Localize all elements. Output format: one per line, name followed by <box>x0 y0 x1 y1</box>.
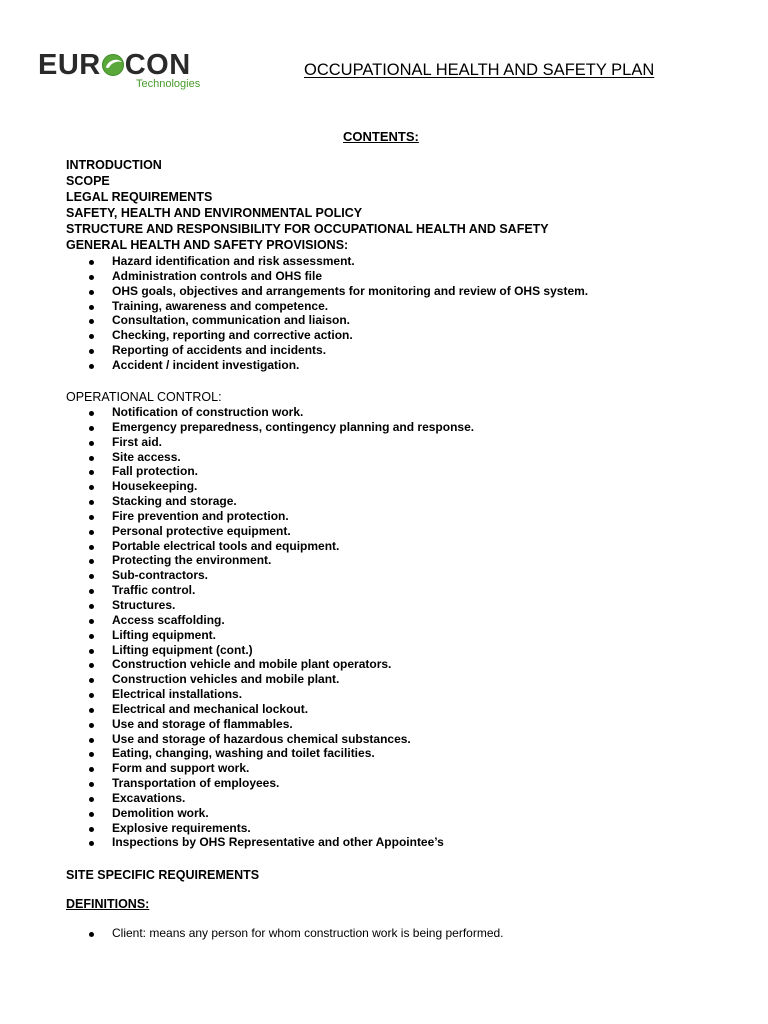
general-provision-item: Checking, reporting and corrective action. <box>66 328 588 343</box>
general-provision-item: Consultation, communication and liaison. <box>66 313 588 328</box>
definitions-list <box>66 926 504 941</box>
company-logo <box>38 50 218 94</box>
operational-control-item: Use and storage of flammables. <box>66 717 474 732</box>
operational-control-item: Lifting equipment (cont.) <box>66 643 474 658</box>
main-items <box>66 157 549 253</box>
logo-text-right: CON <box>124 49 191 81</box>
operational-section <box>66 389 222 405</box>
operational-control-item: Fire prevention and protection. <box>66 509 474 524</box>
general-provision-item: Training, awareness and competence. <box>66 299 588 314</box>
logo-subtitle: Technologies <box>136 78 201 90</box>
site-specific-heading: SITE SPECIFIC REQUIREMENTS <box>66 868 260 882</box>
operational-control-item: Emergency preparedness, contingency planning and response. <box>66 420 474 435</box>
operational-control-item: Notification of construction work. <box>66 405 474 420</box>
operational-control-item: Access scaffolding. <box>66 613 474 628</box>
operational-control-item: Lifting equipment. <box>66 628 474 643</box>
operational-control-item: Structures. <box>66 598 474 613</box>
logo-text-left: EUR <box>38 49 101 81</box>
operational-control-item: Excavations. <box>66 791 474 806</box>
toc-item-policy: SAFETY, HEALTH AND ENVIRONMENTAL POLICY <box>66 206 363 220</box>
definition-item: Client: means any person for whom construction work is being performed. <box>66 926 504 941</box>
operational-control-item: First aid. <box>66 435 474 450</box>
toc-item-scope: SCOPE <box>66 174 110 188</box>
operational-control-item: Electrical and mechanical lockout. <box>66 702 474 717</box>
definitions-heading: DEFINITIONS: <box>66 897 150 911</box>
operational-control-item: Construction vehicles and mobile plant. <box>66 672 474 687</box>
operational-control-item: Inspections by OHS Representative and other Appointee’s <box>66 835 474 850</box>
operational-control-item: Explosive requirements. <box>66 821 474 836</box>
logo-swirl-icon <box>101 50 125 80</box>
toc-item-general: GENERAL HEALTH AND SAFETY PROVISIONS: <box>66 238 349 252</box>
general-provision-item: Reporting of accidents and incidents. <box>66 343 588 358</box>
logo-wordmark <box>38 50 191 80</box>
operational-control-item: Fall protection. <box>66 464 474 479</box>
general-provision-item: Hazard identification and risk assessment. <box>66 254 588 269</box>
general-provisions-list <box>66 254 588 373</box>
document-title: OCCUPATIONAL HEALTH AND SAFETY PLAN <box>304 61 655 79</box>
toc-item-structure: STRUCTURE AND RESPONSIBILITY FOR OCCUPATIONAL HEALTH AND SAFETY <box>66 222 549 236</box>
operational-control-item: Personal protective equipment. <box>66 524 474 539</box>
toc-item-introduction: INTRODUCTION <box>66 158 162 172</box>
general-provision-item: Administration controls and OHS file <box>66 269 588 284</box>
operational-control-item: Transportation of employees. <box>66 776 474 791</box>
operational-control-item: Construction vehicle and mobile plant operators. <box>66 657 474 672</box>
operational-control-item: Use and storage of hazardous chemical substances. <box>66 732 474 747</box>
operational-control-item: Portable electrical tools and equipment. <box>66 539 474 554</box>
operational-control-item: Housekeeping. <box>66 479 474 494</box>
contents-heading: CONTENTS: <box>343 129 419 144</box>
toc-item-legal: LEGAL REQUIREMENTS <box>66 190 213 204</box>
general-provision-item: Accident / incident investigation. <box>66 358 588 373</box>
operational-control-item: Electrical installations. <box>66 687 474 702</box>
operational-control-item: Traffic control. <box>66 583 474 598</box>
operational-control-item: Protecting the environment. <box>66 553 474 568</box>
operational-control-item: Site access. <box>66 450 474 465</box>
operational-control-item: Form and support work. <box>66 761 474 776</box>
general-provision-item: OHS goals, objectives and arrangements for monitoring and review of OHS system. <box>66 284 588 299</box>
operational-heading: OPERATIONAL CONTROL: <box>66 390 222 404</box>
operational-control-item: Demolition work. <box>66 806 474 821</box>
operational-control-list <box>66 405 474 850</box>
operational-control-item: Eating, changing, washing and toilet facilities. <box>66 746 474 761</box>
operational-control-item: Stacking and storage. <box>66 494 474 509</box>
operational-control-item: Sub-contractors. <box>66 568 474 583</box>
